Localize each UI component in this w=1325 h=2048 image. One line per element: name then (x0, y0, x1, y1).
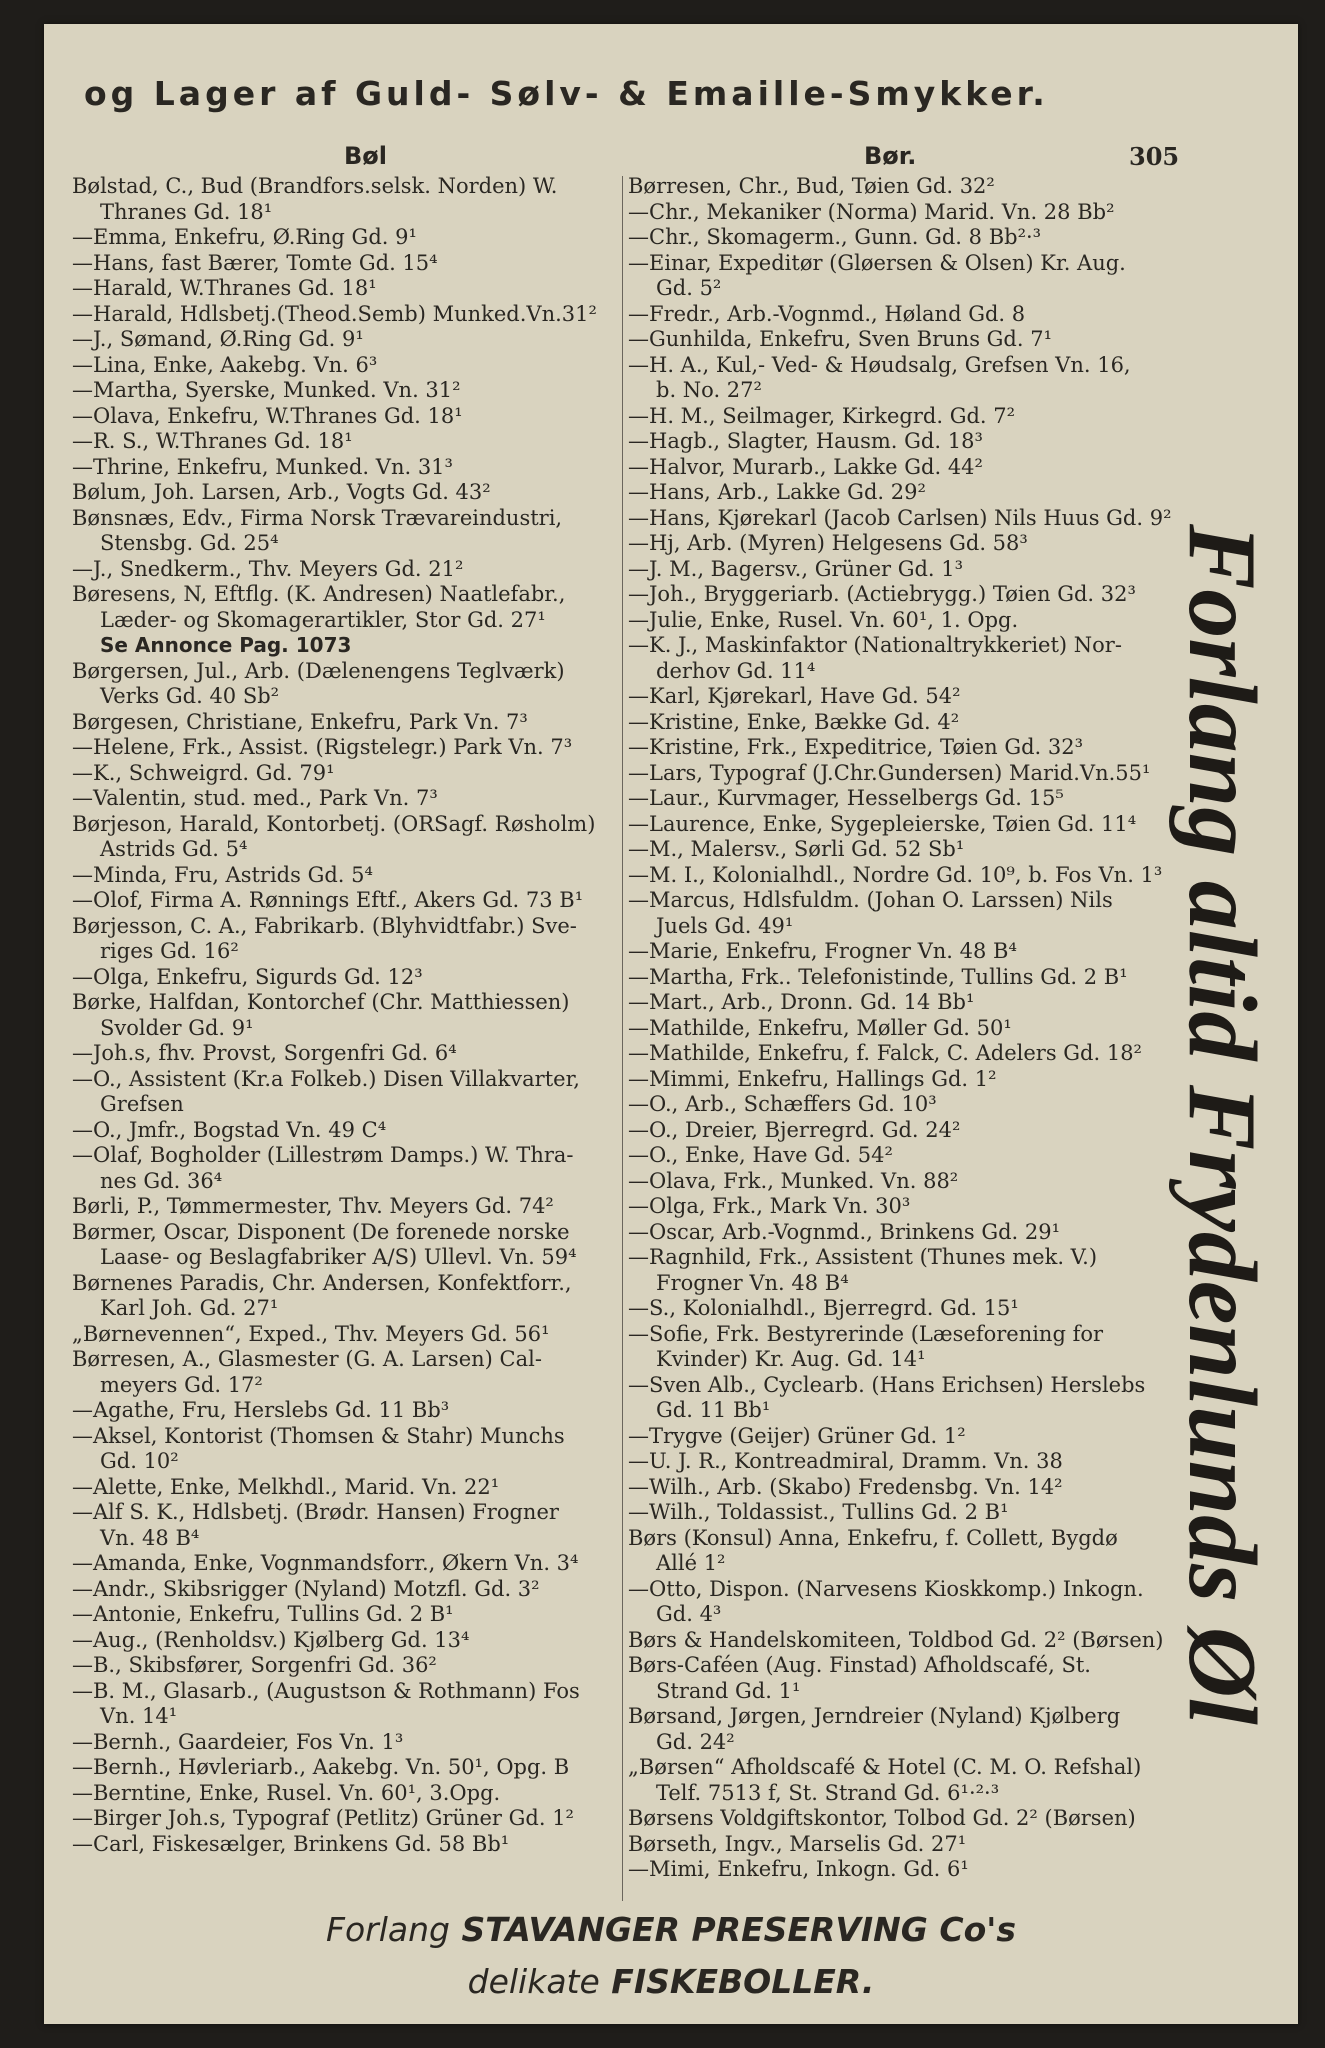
running-head-right: Bør. (864, 142, 917, 170)
directory-line: —Martha, Syerske, Munked. Vn. 31² (72, 378, 461, 402)
directory-line: Astrids Gd. 5⁴ (100, 837, 248, 861)
directory-line: Vn. 14¹ (100, 1704, 178, 1728)
directory-line: Børs-Caféen (Aug. Finstad) Afholdscafé, St. (628, 1653, 1091, 1677)
directory-line: —Hans, fast Bærer, Tomte Gd. 15⁴ (72, 250, 438, 275)
directory-line: —Martha, Frk.. Telefonistinde, Tullins Gd. 2 B¹ (628, 964, 1128, 989)
directory-line: „Børnevennen“, Exped., Thv. Meyers Gd. 56¹ (72, 1321, 550, 1346)
directory-line: —Alf S. K., Hdlsbetj. (Brødr. Hansen) Frogner (72, 1500, 559, 1524)
directory-line: —Hagb., Slagter, Hausm. Gd. 18³ (628, 429, 983, 453)
directory-line: Thranes Gd. 18¹ (100, 199, 273, 224)
directory-line: —O., Assistent (Kr.a Folkeb.) Disen Villakvarter, (72, 1066, 580, 1091)
directory-line: —Andr., Skibsrigger (Nyland) Motzfl. Gd. 3² (72, 1576, 540, 1601)
directory-line: —Mimi, Enkefru, Inkogn. Gd. 6¹ (628, 1857, 969, 1881)
directory-line: —Olava, Enkefru, W.Thranes Gd. 18¹ (72, 403, 463, 428)
directory-line: —Mathilde, Enkefru, f. Falck, C. Adelers Gd. 18² (628, 1041, 1142, 1065)
footer-ad-delikate: delikate (467, 1962, 600, 2001)
directory-line: „Børsen“ Afholdscafé & Hotel (C. M. O. Refshal) (628, 1755, 1142, 1779)
directory-line: —Aug., (Renholdsv.) Kjølberg Gd. 13⁴ (72, 1627, 470, 1652)
directory-line: —K. J., Maskinfaktor (Nationaltrykkeriet) Nor- (628, 633, 1122, 657)
directory-line: nes Gd. 36⁴ (100, 1168, 223, 1193)
directory-line: Børli, P., Tømmermester, Thv. Meyers Gd. 74² (72, 1194, 554, 1218)
directory-line: —Oscar, Arb.-Vognmd., Brinkens Gd. 29¹ (628, 1219, 1061, 1244)
directory-line: Børke, Halfdan, Kontorchef (Chr. Matthiessen) (72, 990, 570, 1014)
directory-line: —Harald, W.Thranes Gd. 18¹ (72, 276, 377, 300)
directory-line: —J., Snedkerm., Thv. Meyers Gd. 21² (72, 556, 464, 581)
directory-line: Læder- og Skomagerartikler, Stor Gd. 27¹ (100, 607, 546, 632)
footer-ad-product: FISKEBOLLER. (611, 1962, 875, 2001)
directory-line: Allé 1² (656, 1551, 726, 1575)
directory-line: Gd. 4³ (656, 1602, 722, 1626)
footer-ad-forlang: Forlang (325, 1910, 450, 1949)
directory-line: —Kristine, Enke, Bække Gd. 4² (628, 709, 960, 734)
directory-line: Gd. 11 Bb¹ (656, 1398, 771, 1422)
directory-line: —Mimmi, Enkefru, Hallings Gd. 1² (628, 1066, 997, 1091)
directory-line: Grefsen (100, 1092, 184, 1116)
directory-line: —Carl, Fiskesælger, Brinkens Gd. 58 Bb¹ (72, 1831, 510, 1856)
directory-line: —H. A., Kul,- Ved- & Høudsalg, Grefsen Vn. 16, (628, 352, 1131, 377)
directory-line: Børgesen, Christiane, Enkefru, Park Vn. 7³ (72, 709, 528, 734)
directory-line: —Chr., Skomagerm., Gunn. Gd. 8 Bb²·³ (628, 225, 1042, 249)
directory-line: —Einar, Expeditør (Gløersen & Olsen) Kr. Aug. (628, 250, 1126, 275)
directory-line: —O., Arb., Schæffers Gd. 10³ (628, 1092, 937, 1116)
directory-line: —B., Skibsfører, Sorgenfri Gd. 36² (72, 1653, 437, 1677)
directory-line: —M., Malersv., Sørli Gd. 52 Sb¹ (628, 837, 965, 861)
directory-line: —Antonie, Enkefru, Tullins Gd. 2 B¹ (72, 1602, 454, 1626)
footer-ad-line-2 (44, 1962, 1298, 2001)
directory-line: Børsens Voldgiftskontor, Tolbod Gd. 2² (Børsen) (628, 1806, 1136, 1830)
directory-line: Svolder Gd. 9¹ (100, 1015, 254, 1040)
directory-line: —Bernh., Høvleriarb., Aakebg. Vn. 50¹, Opg. B (72, 1755, 570, 1779)
directory-line: Bølum, Joh. Larsen, Arb., Vogts Gd. 43² (72, 480, 491, 504)
directory-line: —Olga, Frk., Mark Vn. 30³ (628, 1194, 911, 1218)
directory-line: Bølstad, C., Bud (Brandfors.selsk. Norden) W. (72, 174, 558, 198)
directory-line: —Olava, Frk., Munked. Vn. 88² (628, 1168, 959, 1193)
directory-line: —Chr., Mekaniker (Norma) Marid. Vn. 28 Bb² (628, 199, 1115, 224)
directory-line: Telf. 7513 f, St. Strand Gd. 6¹·²·³ (656, 1780, 1000, 1805)
directory-line: —Sven Alb., Cyclearb. (Hans Erichsen) Herslebs (628, 1372, 1146, 1397)
directory-line: —Harald, Hdlsbetj.(Theod.Semb) Munked.Vn.31² (72, 301, 597, 326)
directory-line: Vn. 48 B⁴ (100, 1525, 200, 1550)
directory-line: —U. J. R., Kontreadmiral, Dramm. Vn. 38 (628, 1449, 1063, 1473)
directory-line: —Wilh., Arb. (Skabo) Fredensbg. Vn. 14² (628, 1474, 1063, 1499)
directory-line: —Hans, Arb., Lakke Gd. 29² (628, 480, 926, 504)
directory-line: —Mart., Arb., Dronn. Gd. 14 Bb¹ (628, 990, 975, 1014)
directory-line: Frogner Vn. 48 B⁴ (656, 1270, 849, 1295)
directory-line: —Fredr., Arb.-Vognmd., Høland Gd. 8 (628, 301, 1026, 326)
directory-line: —O., Jmfr., Bogstad Vn. 49 C⁴ (72, 1117, 387, 1142)
directory-line: Børseth, Ingv., Marselis Gd. 27¹ (628, 1831, 967, 1856)
directory-line: Laase- og Beslagfabriker A/S) Ullevl. Vn. 59⁴ (100, 1245, 577, 1269)
directory-line: —Karl, Kjørekarl, Have Gd. 54² (628, 684, 961, 708)
directory-line: —Helene, Frk., Assist. (Rigstelegr.) Park Vn. 7³ (72, 735, 573, 759)
directory-line: Strand Gd. 1¹ (656, 1678, 801, 1703)
right-column (628, 174, 1180, 1883)
directory-line: —Trygve (Geijer) Grüner Gd. 1² (628, 1423, 966, 1448)
directory-line: Børs & Handelskomiteen, Toldbod Gd. 2² (Børsen) (628, 1627, 1164, 1652)
directory-line: Gd. 5² (656, 276, 722, 300)
directory-line: —R. S., W.Thranes Gd. 18¹ (72, 429, 353, 453)
directory-line: Gd. 24² (656, 1729, 735, 1754)
directory-line: Bønsnæs, Edv., Firma Norsk Trævareindustri, (72, 505, 563, 530)
directory-line: —Sofie, Frk. Bestyrerinde (Læseforening for (628, 1321, 1104, 1346)
directory-line: Børsand, Jørgen, Jerndreier (Nyland) Kjølberg (628, 1704, 1121, 1728)
directory-line: —Lars, Typograf (J.Chr.Gundersen) Marid.Vn.55¹ (628, 760, 1151, 785)
directory-line: —H. M., Seilmager, Kirkegrd. Gd. 7² (628, 403, 1016, 428)
directory-line: Børesens, N, Eftflg. (K. Andresen) Naatlefabr., (72, 582, 566, 606)
directory-line: Børs (Konsul) Anna, Enkefru, f. Collett, Bygdø (628, 1525, 1118, 1550)
directory-line: Børmer, Oscar, Disponent (De forenede norske (72, 1219, 570, 1244)
directory-line: —Olof, Firma A. Rønnings Eftf., Akers Gd. 73 B¹ (72, 888, 584, 912)
directory-line: Kvinder) Kr. Aug. Gd. 14¹ (656, 1347, 926, 1371)
directory-line: Verks Gd. 40 Sb² (100, 684, 280, 708)
directory-line: —Kristine, Frk., Expeditrice, Tøien Gd. 32³ (628, 735, 1084, 759)
directory-line: —J. M., Bagersv., Grüner Gd. 1³ (628, 556, 964, 581)
directory-line: —S., Kolonialhdl., Bjerregrd. Gd. 15¹ (628, 1296, 1019, 1320)
header-banner: og Lager af Guld- Sølv- & Emaille-Smykker. (84, 74, 1049, 113)
footer-ad-brand: STAVANGER PRESERVING Co's (461, 1910, 1016, 1949)
directory-line: —Halvor, Murarb., Lakke Gd. 44² (628, 454, 983, 479)
directory-line: Børjeson, Harald, Kontorbetj. (ORSagf. Røsholm) (72, 811, 596, 836)
directory-line: Se Annonce Pag. 1073 (100, 633, 352, 657)
directory-line: —Birger Joh.s, Typograf (Petlitz) Grüner Gd. 1² (72, 1806, 574, 1830)
directory-line: —Laur., Kurvmager, Hesselbergs Gd. 15⁵ (628, 786, 1064, 810)
directory-line: —K., Schweigrd. Gd. 79¹ (72, 760, 335, 785)
directory-line: —B. M., Glasarb., (Augustson & Rothmann) Fos (72, 1678, 580, 1703)
directory-line: —Wilh., Toldassist., Tullins Gd. 2 B¹ (628, 1500, 1009, 1524)
directory-line: —Joh.s, fhv. Provst, Sorgenfri Gd. 6⁴ (72, 1041, 457, 1065)
side-advertisement: Forlang altid Frydenlunds Øl (1168, 524, 1276, 1725)
page-number: 305 (1129, 142, 1180, 171)
directory-line: —Hans, Kjørekarl (Jacob Carlsen) Nils Huus Gd. 9² (628, 505, 1172, 530)
directory-line: —Marcus, Hdlsfuldm. (Johan O. Larssen) Nils (628, 888, 1113, 912)
running-head-left: Bøl (344, 142, 388, 170)
directory-page (44, 24, 1298, 2024)
directory-line: riges Gd. 16² (100, 939, 239, 963)
directory-line: Børnenes Paradis, Chr. Andersen, Konfektforr., (72, 1270, 572, 1295)
directory-line: —Ragnhild, Frk., Assistent (Thunes mek. V.) (628, 1245, 1098, 1269)
directory-line: —Otto, Dispon. (Narvesens Kioskkomp.) Inkogn. (628, 1576, 1144, 1601)
directory-line: —Hj, Arb. (Myren) Helgesens Gd. 58³ (628, 531, 1028, 555)
directory-line: —Berntine, Enke, Rusel. Vn. 60¹, 3.Opg. (72, 1780, 501, 1805)
directory-line: —Amanda, Enke, Vognmandsforr., Økern Vn. 3⁴ (72, 1551, 579, 1575)
left-column (72, 174, 624, 1857)
directory-line: —Laurence, Enke, Sygepleierske, Tøien Gd. 11⁴ (628, 811, 1137, 836)
directory-line: —Marie, Enkefru, Frogner Vn. 48 B⁴ (628, 939, 1017, 963)
directory-line: —Alette, Enke, Melkhdl., Marid. Vn. 22¹ (72, 1474, 500, 1499)
directory-line: —J., Sømand, Ø.Ring Gd. 9¹ (72, 327, 364, 351)
directory-line: —Mathilde, Enkefru, Møller Gd. 50¹ (628, 1015, 1012, 1040)
directory-line: Gd. 10² (100, 1449, 179, 1473)
directory-line: meyers Gd. 17² (100, 1372, 263, 1397)
directory-line: —O., Enke, Have Gd. 54² (628, 1143, 893, 1167)
directory-line: b. No. 27² (656, 378, 762, 402)
directory-line: Børresen, A., Glasmester (G. A. Larsen) Cal- (72, 1347, 542, 1371)
directory-line: Karl Joh. Gd. 27¹ (100, 1296, 279, 1320)
directory-line: —Julie, Enke, Rusel. Vn. 60¹, 1. Opg. (628, 607, 1019, 632)
directory-line: —Bernh., Gaardeier, Fos Vn. 1³ (72, 1729, 404, 1754)
directory-line: Børgersen, Jul., Arb. (Dælenengens Teglværk) (72, 658, 565, 683)
directory-line: Børjesson, C. A., Fabrikarb. (Blyhvidtfabr.) Sve- (72, 913, 577, 938)
directory-line: —Emma, Enkefru, Ø.Ring Gd. 9¹ (72, 225, 417, 249)
directory-line: Stensbg. Gd. 25⁴ (100, 531, 279, 555)
directory-line: derhov Gd. 11⁴ (656, 658, 816, 683)
column-divider (622, 176, 623, 1901)
directory-line: —Thrine, Enkefru, Munked. Vn. 31³ (72, 454, 453, 479)
directory-line: —Gunhilda, Enkefru, Sven Bruns Gd. 7¹ (628, 327, 1052, 351)
directory-line: Børresen, Chr., Bud, Tøien Gd. 32² (628, 174, 995, 198)
directory-line: —Agathe, Fru, Herslebs Gd. 11 Bb³ (72, 1398, 450, 1422)
directory-line: —O., Dreier, Bjerregrd. Gd. 24² (628, 1117, 961, 1142)
directory-line: —M. I., Kolonialhdl., Nordre Gd. 10⁹, b. Fos Vn. 1³ (628, 862, 1163, 887)
directory-line: —Olaf, Bogholder (Lillestrøm Damps.) W. Thra- (72, 1143, 574, 1167)
directory-line: Juels Gd. 49¹ (656, 913, 794, 938)
directory-line: —Joh., Bryggeriarb. (Actiebrygg.) Tøien Gd. 32³ (628, 582, 1136, 606)
directory-line: —Minda, Fru, Astrids Gd. 5⁴ (72, 862, 373, 887)
directory-line: —Aksel, Kontorist (Thomsen & Stahr) Munchs (72, 1423, 565, 1448)
footer-ad-line-1 (44, 1910, 1298, 1949)
directory-line: —Valentin, stud. med., Park Vn. 7³ (72, 786, 438, 810)
directory-line: —Lina, Enke, Aakebg. Vn. 6³ (72, 352, 378, 377)
directory-line: —Olga, Enkefru, Sigurds Gd. 12³ (72, 964, 423, 989)
